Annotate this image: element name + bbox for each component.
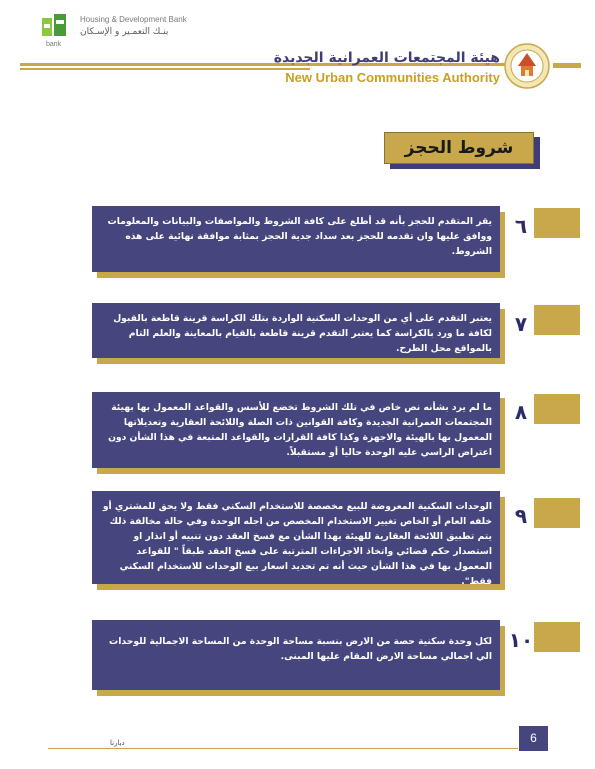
list-item-text: الوحدات السكنية المعروضة للبيع مخصصة للاستخدام السكني فقط ولا يحق للمشتري أو خلفه العام أو الخاص تغيير الاستخدام المخصص من اجله الوحدة وفي حالة مخالفة ذلك يتم تطبيق اللائحة العقارية للهيئة بهذا الشأن مع فسخ العقد دون تنبيه أو انذار او استصدار حكم قضائي واتخاذ الاجراءات المترتبة على فسخ العقد طبقاً " للقواعد المعمول بها في هذا الشأن حيث أنه تم تحديد اسعار بيع الوحدات للاستخدام السكني فقط". — [92, 491, 500, 584]
number-marker — [534, 208, 580, 238]
page-title: شروط الحجز — [384, 132, 534, 164]
number-marker — [534, 622, 580, 652]
item-number: ٧ — [514, 312, 528, 336]
item-number: ٦ — [514, 214, 528, 238]
authority-name-en: New Urban Communities Authority — [285, 70, 500, 85]
item-number: ٩ — [514, 504, 528, 528]
hdb-logo-icon — [40, 12, 68, 40]
item-number: ٨ — [514, 400, 528, 424]
number-marker — [534, 498, 580, 528]
number-marker — [534, 305, 580, 335]
item-number: ١٠ — [508, 628, 534, 652]
page-number: 6 — [519, 726, 548, 751]
footer-divider — [48, 748, 518, 749]
bank-name-en: Housing & Development Bank — [80, 15, 187, 24]
nuca-logo-icon — [503, 42, 551, 90]
bank-name-ar: بنـك التعمـير و الإسـكان — [80, 27, 169, 37]
footer-label: ديارنا — [110, 739, 125, 747]
list-item-text: يقر المتقدم للحجز بأنه قد أطلع على كافة الشروط والمواصفات والبيانات والمعلومات ووافق عليها وان تقدمه للحجز بعد سداد جدية الحجز بمثابة موافقة نهائية على هذه الشروط. — [92, 206, 500, 272]
list-item-text: ما لم يرد بشأنه نص خاص في تلك الشروط تخضع للأسس والقواعد المعمول بها بهيئة المجتمعات العمرانية الجديدة وكافة القوانين ذات الصلة واللائحة العقارية وتعديلاتها المعمول بها بالهيئة والاجهزة وكذا كافة القرارات والقواعد المتبعة في هذا الشأن دون اعتراض الراسي عليه الوحدة حاليا أو مستقبلاً. — [92, 392, 500, 468]
list-item-text: لكل وحدة سكنية حصة من الارض بنسبة مساحة الوحدة من المساحة الاجمالية للوحدات الي اجمالي مساحة الارض المقام عليها المبنى. — [92, 620, 500, 690]
number-marker — [534, 394, 580, 424]
header-divider-right — [553, 63, 581, 68]
list-item-text: يعتبر التقدم على أي من الوحدات السكنية الواردة بتلك الكراسة قرينة قاطعة بالقبول لكافة ما ورد بالكراسة كما يعتبر التقدم قرينة قاطعة بالقيام بالمعاينة والعلم التام بالمواقع محل الطرح. — [92, 303, 500, 358]
bank-short-label: bank — [46, 41, 62, 48]
header-divider-thin — [20, 68, 310, 70]
authority-name-ar: هيئة المجتمعات العمرانية الجديدة — [273, 50, 500, 66]
